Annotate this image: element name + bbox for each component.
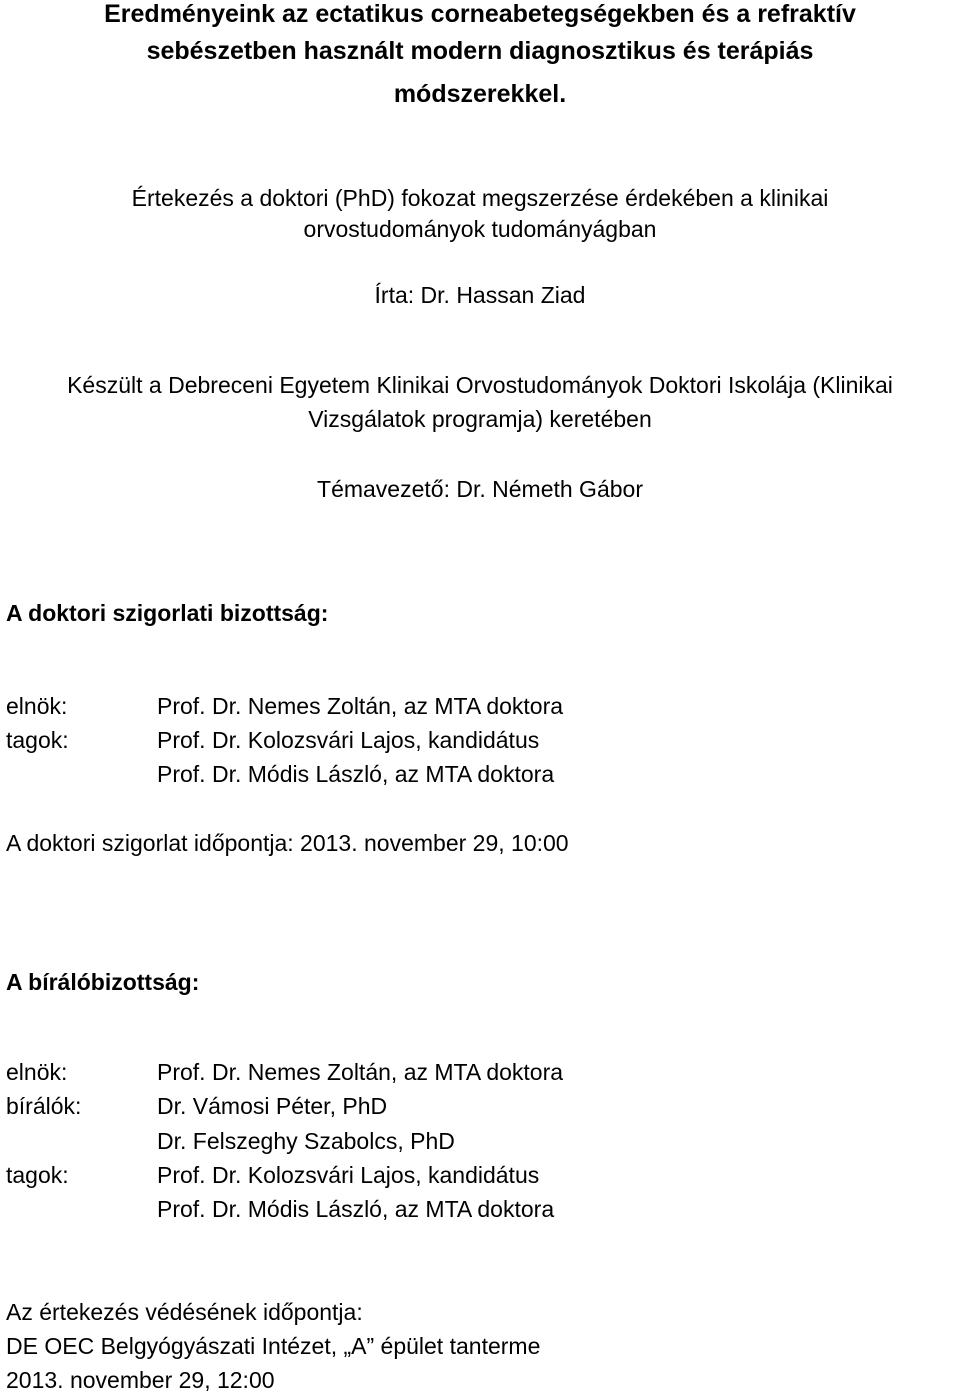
author: Írta: Dr. Hassan Ziad <box>374 282 586 308</box>
title-line-1: Eredményeink az ectatikus corneabetegségekben és a refraktív <box>104 0 856 28</box>
exam-member-1: Prof. Dr. Kolozsvári Lajos, kandidátus <box>157 727 540 753</box>
exam-committee-heading: A doktori szigorlati bizottság: <box>6 600 329 626</box>
title-line-2: sebészetben használt modern diagnosztikus és terápiás <box>146 37 814 65</box>
exam-date: A doktori szigorlat időpontja: 2013. november 29, 10:00 <box>6 830 569 856</box>
title-line-3: módszerekkel. <box>393 80 567 108</box>
review-member-2: Prof. Dr. Módis László, az MTA doktora <box>157 1196 555 1222</box>
defense-line-1: Az értekezés védésének időpontja: <box>6 1299 363 1325</box>
review-chair-label: elnök: <box>6 1059 68 1085</box>
defense-line-3: 2013. november 29, 12:00 <box>6 1367 275 1393</box>
dissertation-line-1: Értekezés a doktori (PhD) fokozat megszerzése érdekében a klinikai <box>131 185 829 211</box>
defense-line-2: DE OEC Belgyógyászati Intézet, „A” épület tanterme <box>6 1333 541 1359</box>
review-member-1: Prof. Dr. Kolozsvári Lajos, kandidátus <box>157 1162 540 1188</box>
prepared-line-2: Vizsgálatok programja) keretében <box>308 406 652 432</box>
review-chair: Prof. Dr. Nemes Zoltán, az MTA doktora <box>157 1059 564 1085</box>
prepared-line-1: Készült a Debreceni Egyetem Klinikai Orvostudományok Doktori Iskolája (Klinikai <box>67 372 893 398</box>
supervisor: Témavezető: Dr. Németh Gábor <box>317 476 643 502</box>
exam-chair-label: elnök: <box>6 693 68 719</box>
reviewer-2: Dr. Felszeghy Szabolcs, PhD <box>157 1128 455 1154</box>
reviewer-1: Dr. Vámosi Péter, PhD <box>157 1093 388 1119</box>
dissertation-line-2: orvostudományok tudományágban <box>303 216 657 242</box>
exam-members-label: tagok: <box>6 727 69 753</box>
reviewers-label: bírálók: <box>6 1093 82 1119</box>
exam-chair: Prof. Dr. Nemes Zoltán, az MTA doktora <box>157 693 564 719</box>
review-members-label: tagok: <box>6 1162 69 1188</box>
exam-member-2: Prof. Dr. Módis László, az MTA doktora <box>157 761 555 787</box>
review-committee-heading: A bírálóbizottság: <box>6 969 200 995</box>
